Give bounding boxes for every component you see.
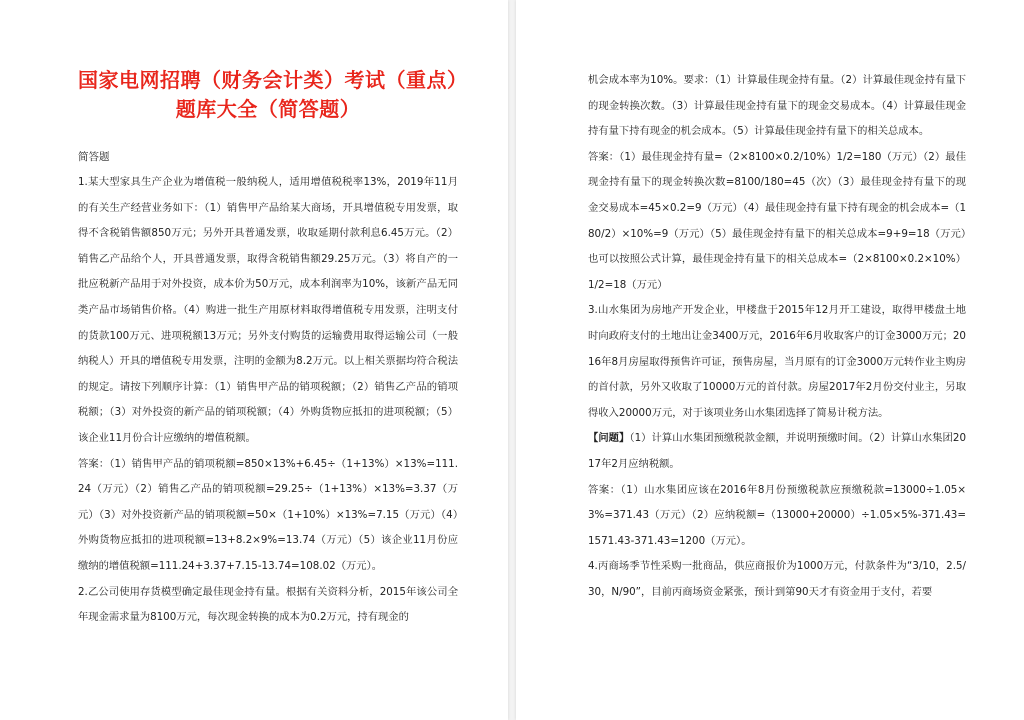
title-line-1: 国家电网招聘（财务会计类）考试（重点）	[78, 68, 468, 92]
question-3-text: 3.山水集团为房地产开发企业，甲楼盘于2015年12月开工建设，取得甲楼盘土地时向政府支付的土地出让金3400万元，2016年6月收取客户的订金3000万元；2016年8月房屋取得预售许可证，预售房屋，当月原有的订金3000万元转作业主购房的首付款，另外又收取了10000万元的首付款。房屋2017年2月份交付业主，另取得收入20000万元，对于该项业务山水集团选择了简易计税方法。	[588, 304, 966, 419]
question-2-text-start: 2.乙公司使用存货模型确定最佳现金持有量。根据有关资料分析，2015年该公司全年现金需求量为8100万元，每次现金转换的成本为0.2万元，持有现金的	[78, 585, 458, 624]
right-page	[516, 0, 1024, 720]
question-tag: 【问题】	[588, 432, 630, 445]
question-1-text: 1.某大型家具生产企业为增值税一般纳税人，适用增值税税率13%，2019年11月的有关生产经营业务如下：（1）销售甲产品给某大商场，开具增值税专用发票，取得不含税销售额850万元；另外开具普通发票，收取延期付款利息6.45万元。（2）销售乙产品给个人，开具普通发票，取得含税销售额29.25万元。（3）将自产的一批应税新产品用于对外投资，成本价为50万元，成本利润率为10%，该新产品无同类产品市场销售价格。（4）购进一批生产用原材料取得增值税专用发票，注明支付的货款100万元、进项税额13万元；另外支付购货的运输费用取得运输公司（一般纳税人）开具的增值税专用发票，注明的金额为8.2万元。以上相关票据均符合税法的规定。请按下列顺序计算：（1）销售甲产品的销项税额；（2）销售乙产品的销项税额；（3）对外投资的新产品的销项税额；（4）外购货物应抵扣的进项税额；（5）该企业11月份合计应缴纳的增值税额。	[78, 176, 458, 444]
left-page	[0, 0, 508, 720]
question-2-text-continued: 机会成本率为10%。要求：（1）计算最佳现金持有量。（2）计算最佳现金持有量下的现金转换次数。（3）计算最佳现金持有量下的现金交易成本。（4）计算最佳现金持有量下持有现金的机会成本。（5）计算最佳现金持有量下的相关总成本。	[588, 74, 966, 138]
question-4-text-start: 4.丙商场季节性采购一批商品，供应商报价为1000万元，付款条件为“3/10，2.5/30，N/90”，目前丙商场资金紧张，预计到第90天才有资金用于支付，若要	[588, 560, 966, 598]
question-3-question-text: （1）计算山水集团预缴税款金额，并说明预缴时间。（2）计算山水集团2017年2月应纳税额。	[588, 432, 967, 470]
question-1-answer: 答案：（1）销售甲产品的销项税额=850×13%+6.45÷（1+13%）×13%=111.24（万元）（2）销售乙产品的销项税额=29.25÷（1+13%）×13%=3.37（万元）（3）对外投资新产品的销项税额=50×（1+10%）×13%=7.15（万元）（4）外购货物应抵扣的进项税额=13+8.2×9%=13.74（万元）（5）该企业11月份应缴纳的增值税额=111.24+3.37+7.15-13.74=108.02（万元）。	[78, 457, 458, 572]
section-heading: 简答题	[78, 151, 110, 163]
document-title	[78, 66, 468, 124]
question-2-answer: 答案：（1）最佳现金持有量=（2×8100×0.2/10%）1/2=180（万元）（2）最佳现金持有量下的现金转换次数=8100/180=45（次）（3）最佳现金持有量下的现金交易成本=45×0.2=9（万元）（4）最佳现金持有量下持有现金的机会成本=（180/2）×10%=9（万元）（5）最佳现金持有量下的相关总成本=9+9=18（万元）也可以按照公式计算，最佳现金持有量下的相关总成本=（2×8100×0.2×10%）1/2=18（万元）	[588, 150, 966, 291]
question-3-answer: 答案：（1）山水集团应该在2016年8月份预缴税款应预缴税款=13000÷1.05×3%=371.43（万元）（2）应纳税额=（13000+20000）÷1.05×5%-371.43=1571.43-371.43=1200（万元）。	[588, 483, 966, 547]
question-3-question	[588, 426, 966, 477]
title-line-2: 题库大全（简答题）	[175, 97, 361, 121]
